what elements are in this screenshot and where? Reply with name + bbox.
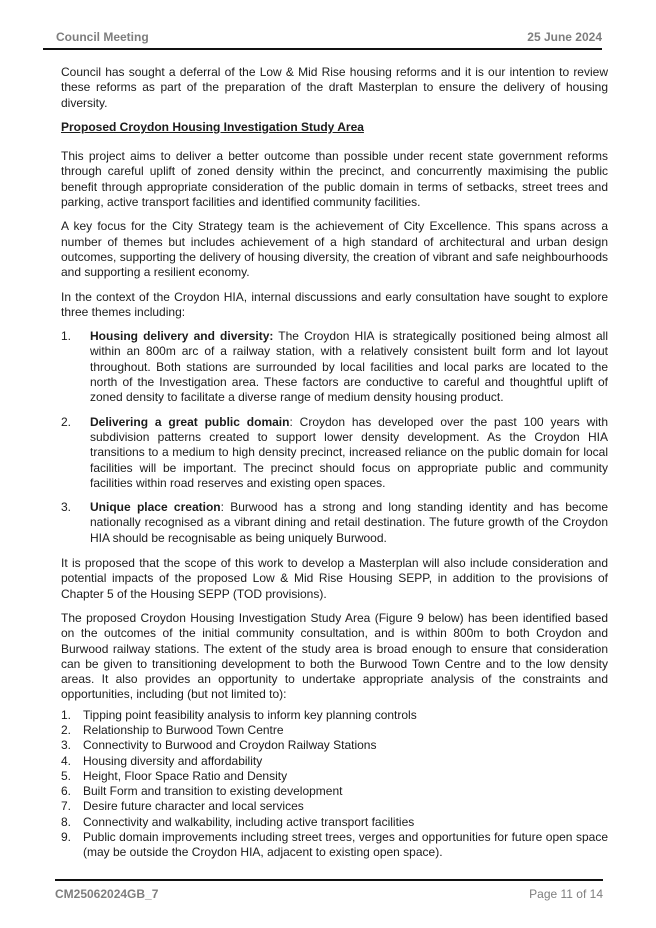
theme-item-body bbox=[90, 500, 608, 546]
opportunity-item-6 bbox=[61, 784, 608, 799]
opportunity-text: Built Form and transition to existing development bbox=[83, 784, 343, 799]
list-number: 7. bbox=[61, 799, 72, 814]
opportunity-item-1 bbox=[61, 708, 608, 723]
section-heading: Proposed Croydon Housing Investigation Study Area bbox=[61, 119, 364, 134]
theme-list-item-1 bbox=[61, 329, 608, 405]
list-number: 3. bbox=[61, 500, 72, 515]
page-header bbox=[43, 30, 602, 50]
paragraph-intro: Council has sought a deferral of the Low & Mid Rise housing reforms and it is our intention to review these reforms as part of the preparation of the draft Masterplan to ensure the delivery of housing diversity. bbox=[61, 65, 608, 110]
theme-list-item-2 bbox=[61, 415, 608, 491]
opportunity-text: Connectivity and walkability, including active transport facilities bbox=[83, 814, 415, 829]
opportunity-text: Height, Floor Space Ratio and Density bbox=[83, 768, 288, 783]
paragraph-scope: It is proposed that the scope of this work to develop a Masterplan will also include consideration and potential impacts of the proposed Low & Mid Rise Housing SEPP, in addition to the provisions of Chapter 5 of the Housing SEPP (TOD provisions). bbox=[61, 556, 608, 601]
document-reference: CM25062024GB_7 bbox=[55, 887, 159, 901]
paragraph-study-area: The proposed Croydon Housing Investigation Study Area (Figure 9 below) has been identified based on the outcomes of the initial community consultation, and is within 800m to both Croydon and Burwood railway stations. The extent of the study area is broad enough to ensure that consideration can be given to transitioning development to both the Burwood Town Centre and to the low density areas. It also provides an opportunity to undertake appropriate analysis of the constraints and opportunities, including (but not limited to): bbox=[61, 610, 608, 702]
themes-list bbox=[61, 329, 608, 546]
opportunity-item-9 bbox=[61, 830, 608, 861]
list-number: 1. bbox=[61, 707, 72, 722]
theme-item-body bbox=[90, 415, 608, 491]
opportunity-item-5 bbox=[61, 769, 608, 784]
opportunity-item-2 bbox=[61, 723, 608, 738]
header-meeting-title: Council Meeting bbox=[56, 30, 149, 44]
theme-lead: Delivering a great public domain bbox=[90, 414, 290, 429]
theme-lead: Housing delivery and diversity: bbox=[90, 329, 274, 344]
document-body bbox=[61, 65, 608, 861]
list-number: 2. bbox=[61, 414, 72, 429]
page-footer bbox=[55, 879, 603, 901]
opportunity-text: Public domain improvements including street trees, verges and opportunities for future open space (may be outside the Croydon HIA, adjacent to existing open space). bbox=[83, 830, 608, 860]
opportunity-item-7 bbox=[61, 799, 608, 814]
theme-text: : Croydon has developed over the past 100 years with subdivision patterns created to support lower density development. As the Croydon HIA transitions to a medium to high density precinct, increased reliance on the public domain for local facilities will be important. The precinct should focus on appropriate public and community facilities within road reserves and existing open spaces. bbox=[90, 414, 609, 490]
list-number: 5. bbox=[61, 768, 72, 783]
paragraph-context: In the context of the Croydon HIA, internal discussions and early consultation have sought to explore three themes including: bbox=[61, 289, 608, 319]
paragraph-key-focus: A key focus for the City Strategy team is the achievement of City Excellence. This spans across a number of themes but includes achievement of a high standard of architectural and urban design outcomes, supporting the delivery of housing diversity, the creation of vibrant and safe neighbourhoods and supporting a resilient economy. bbox=[61, 219, 608, 280]
opportunity-text: Tipping point feasibility analysis to inform key planning controls bbox=[83, 707, 417, 722]
header-date: 25 June 2024 bbox=[527, 30, 602, 44]
list-number: 1. bbox=[61, 329, 72, 344]
opportunity-item-8 bbox=[61, 815, 608, 830]
opportunity-text: Desire future character and local services bbox=[83, 799, 304, 814]
theme-lead: Unique place creation bbox=[90, 500, 221, 515]
opportunity-item-4 bbox=[61, 754, 608, 769]
opportunity-item-3 bbox=[61, 738, 608, 753]
opportunities-list bbox=[61, 708, 608, 861]
paragraph-project-aims: This project aims to deliver a better outcome than possible under recent state government reforms through careful uplift of zoned density within the precinct, and concurrently maximising the public benefit through appropriate consideration of the public domain in terms of setbacks, street trees and parking, active transport facilities and identified community facilities. bbox=[61, 149, 608, 210]
opportunity-text: Connectivity to Burwood and Croydon Railway Stations bbox=[83, 738, 377, 753]
theme-text: The Croydon HIA is strategically positioned being almost all within an 800m arc of a railway station, with a relatively consistent built form and lot layout throughout. Both stations are surrounded by local facilities and local parks are located to the north of the Investigation area. These factors are conductive to careful and thoughtful uplift of zoned density to facilitate a diverse range of medium density housing product. bbox=[90, 329, 608, 405]
list-number: 9. bbox=[61, 830, 72, 845]
list-number: 8. bbox=[61, 814, 72, 829]
list-number: 2. bbox=[61, 722, 72, 737]
opportunity-text: Relationship to Burwood Town Centre bbox=[83, 722, 284, 737]
theme-list-item-3 bbox=[61, 500, 608, 546]
list-number: 3. bbox=[61, 738, 72, 753]
page-number: Page 11 of 14 bbox=[529, 887, 603, 901]
theme-item-body bbox=[90, 329, 608, 405]
list-number: 4. bbox=[61, 753, 72, 768]
opportunity-text: Housing diversity and affordability bbox=[83, 753, 263, 768]
list-number: 6. bbox=[61, 784, 72, 799]
theme-text: : Burwood has a strong and long standing identity and has become nationally recognised as a vibrant dining and retail destination. The future growth of the Croydon HIA should be recognisable as being uniquely Burwood. bbox=[90, 500, 608, 545]
